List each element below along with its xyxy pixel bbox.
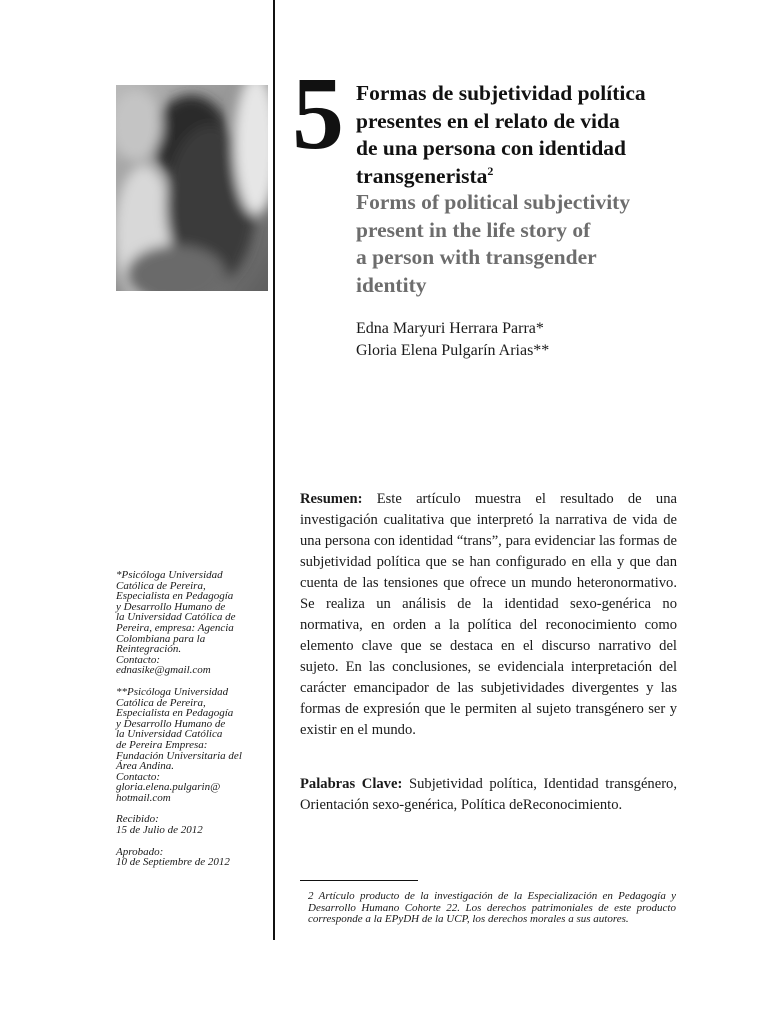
sidenote-line: Especialista en Pedagogía — [116, 707, 234, 720]
footnote-mark[interactable]: 2 — [487, 163, 494, 178]
title-spanish — [356, 80, 756, 190]
title-en-line: identity — [356, 272, 427, 297]
sidenote-line: la Universidad Católica de — [116, 611, 236, 624]
abstract-paragraph — [300, 489, 677, 741]
author1-affiliation — [116, 570, 266, 676]
footnote-number: 2 — [308, 890, 314, 902]
keywords-text: Subjetividad política, Identidad transgénero, Orientación sexo-genérica, Política deReconocimiento. — [300, 776, 678, 813]
author2-email[interactable]: gloria.elena.pulgarin@ — [116, 781, 221, 794]
sidenote-line: Fundación Universitaria del — [116, 749, 242, 762]
sidenote-line: y Desarrollo Humano de — [116, 717, 226, 730]
sidenote-line: Especialista en Pedagogía — [116, 590, 234, 603]
sidenote-line: **Psicóloga Universidad — [116, 685, 229, 698]
abstract-label: Resumen: — [300, 491, 363, 507]
sidenote-line: Contacto: — [116, 770, 160, 783]
title-es-line: presentes en el relato de vida — [356, 108, 620, 133]
sidenote-line: 15 de Julio de 2012 — [116, 824, 203, 837]
sidenote-line: Colombiana para la — [116, 632, 206, 645]
sidenote-line: Pereira, empresa: Agencia — [116, 621, 234, 634]
chapter-photo — [116, 85, 268, 291]
sidenote-line: Reintegración. — [116, 643, 182, 656]
author2-affiliation — [116, 687, 266, 804]
sidenote-line: Área Andina. — [116, 760, 175, 773]
author2-email[interactable]: hotmail.com — [116, 791, 171, 804]
title-es-line — [356, 163, 756, 191]
received-date — [116, 814, 266, 835]
title-es-last-word: transgenerista — [356, 163, 488, 188]
keywords-paragraph — [300, 774, 677, 816]
sidenote-line: *Psicóloga Universidad — [116, 569, 223, 581]
title-es-line: Formas de subjetividad política — [356, 81, 646, 105]
sidenote-line: Aprobado: — [116, 845, 164, 858]
author1-email[interactable]: ednasike@gmail.com — [116, 664, 211, 677]
title-english — [356, 189, 756, 299]
footnote — [308, 891, 676, 926]
title-en-line: Forms of political subjectivity — [356, 190, 631, 214]
footnote-text: Artículo producto de la investigación de la Especialización en Pedagogía y Desarrollo Humano Cohorte 22. Los derechos patrimoniales de este producto corresponde a la EPyDH de la UCP, los derechos morales a sus autores. — [308, 890, 677, 925]
sidenote-line: Contacto: — [116, 653, 160, 666]
author-list — [356, 318, 756, 362]
keywords-label: Palabras Clave: — [300, 776, 403, 792]
approved-date — [116, 847, 266, 868]
author-sidenotes — [116, 570, 266, 879]
title-en-line: present in the life story of — [356, 217, 591, 242]
margin-divider-line — [273, 0, 275, 940]
chapter-number: 5 — [292, 56, 344, 171]
author-name: Gloria Elena Pulgarín Arias** — [356, 342, 550, 359]
sidenote-line: Católica de Pereira, — [116, 696, 206, 709]
title-en-line: a person with transgender — [356, 245, 597, 269]
author-name: Edna Maryuri Herrara Parra* — [356, 320, 544, 337]
footnote-divider — [300, 880, 418, 881]
sidenote-line: Católica de Pereira, — [116, 579, 206, 592]
blurred-person-image — [116, 85, 268, 291]
sidenote-line: la Universidad Católica — [116, 728, 223, 741]
abstract-text: Este artículo muestra el resultado de una investigación cualitativa que interpretó la narrativa de vida de una persona con identidad “trans”, para evidenciar las formas de subjetividad política que se han configurado en ella y que dan cuenta de las tensiones que ofrece un mundo heteronormativo. Se realiza un análisis de la identidad sexo-genérica no normativa, en orden a la política del reconocimiento como elemento clave que se destaca en el discurso narrativo del sujeto. En las conclusiones, se evidenciala interpretación del carácter emancipador de las subjetividades divergentes y las formas de expresión que le permiten al sujeto transgénero ser y existir en el mundo. — [300, 491, 677, 738]
sidenote-line: Recibido: — [116, 813, 159, 826]
sidenote-line: de Pereira Empresa: — [116, 738, 208, 751]
sidenote-line: y Desarrollo Humano de — [116, 600, 226, 613]
title-es-line: de una persona con identidad — [356, 136, 627, 160]
sidenote-line: 10 de Septiembre de 2012 — [116, 856, 230, 869]
